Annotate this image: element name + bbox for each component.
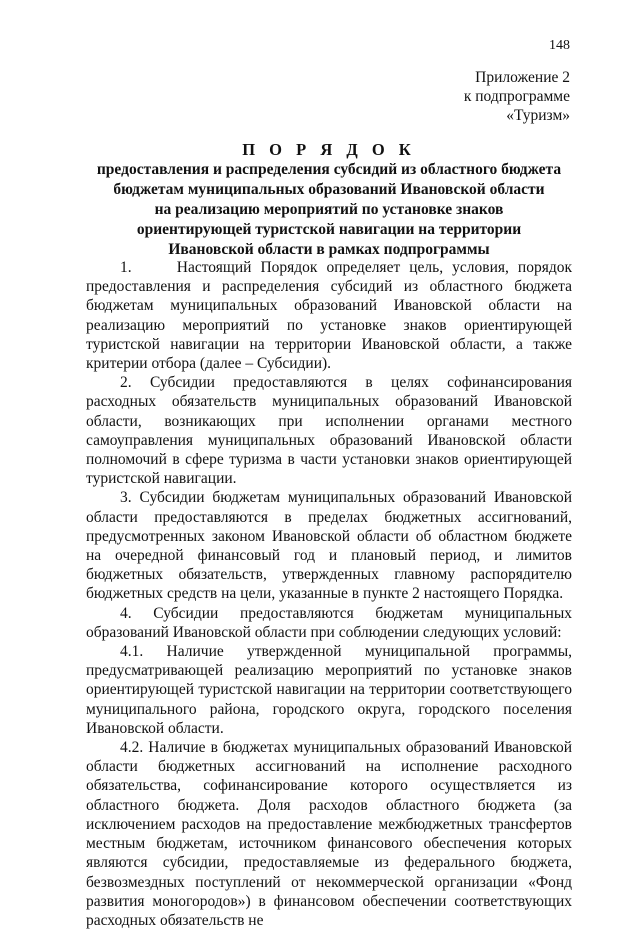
- appendix-reference: [464, 68, 570, 125]
- paragraph-4-1: 4.1. Наличие утвержденной муниципальной программы, предусматривающей реализацию мероприятий по установке знаков ориентирующей туристской навигации на территории соответствующего муниципального района, городского округа, городского поселения Ивановской области.: [86, 643, 572, 737]
- document-body: [86, 258, 576, 930]
- document-title: [86, 140, 572, 260]
- title-line-4: ориентирующей туристской навигации на территории: [136, 221, 522, 238]
- appendix-line-1: Приложение 2: [475, 69, 570, 86]
- appendix-line-3: «Туризм»: [506, 107, 570, 124]
- appendix-line-2: к подпрограмме: [463, 88, 570, 105]
- paragraph-1: 1. Настоящий Порядок определяет цель, условия, порядок предоставления и распределения субсидий из областного бюджета бюджетам муниципальных образований Ивановской области на реализацию мероприятий по установке знаков ориентирующей туристской навигации на территории Ивановской области, а также критерии отбора (далее – Субсидии).: [86, 259, 576, 373]
- page-number: 148: [549, 38, 570, 53]
- title-line-2: бюджетам муниципальных образований Ивановской области: [113, 181, 545, 198]
- paragraph-2: 2. Субсидии предоставляются в целях софинансирования расходных обязательств муниципальных образований Ивановской области, возникающих при исполнении органами местного самоуправления муниципальных образований Ивановской области полномочий в сфере туризма в части установки знаков ориентирующей туристской навигации.: [86, 374, 572, 488]
- paragraph-4: 4. Субсидии предоставляются бюджетам муниципальных образований Ивановской области при соблюдении следующих условий:: [86, 604, 572, 641]
- title-heading: П О Р Я Д О К: [242, 140, 416, 159]
- title-line-5: Ивановской области в рамках подпрограммы: [168, 241, 490, 258]
- title-line-3: на реализацию мероприятий по установке знаков: [154, 201, 504, 218]
- paragraph-4-2: 4.2. Наличие в бюджетах муниципальных образований Ивановской области бюджетных ассигнований на исполнение расходного обязательства, софинансирование которого осуществляется из областного бюджета. Доля расходов областного бюджета (за исключением расходов на предоставление межбюджетных трансфертов местным бюджетам, источником финансового обеспечения которых являются субсидии, предоставляемые из федерального бюджета, безвозмездных поступлений от некоммерческой организации «Фонд развития моногородов») в финансовом обеспечении соответствующих расходных обязательств не: [86, 739, 572, 929]
- paragraph-3: 3. Субсидии бюджетам муниципальных образований Ивановской области предоставляются в пределах бюджетных ассигнований, предусмотренных законом Ивановской области об областном бюджете на очередной финансовый год и плановый период, и лимитов бюджетных обязательств, утвержденных главному распорядителю бюджетных средств на цели, указанные в пункте 2 настоящего Порядка.: [86, 489, 572, 603]
- title-line-1: предоставления и распределения субсидий из областного бюджета: [96, 161, 562, 178]
